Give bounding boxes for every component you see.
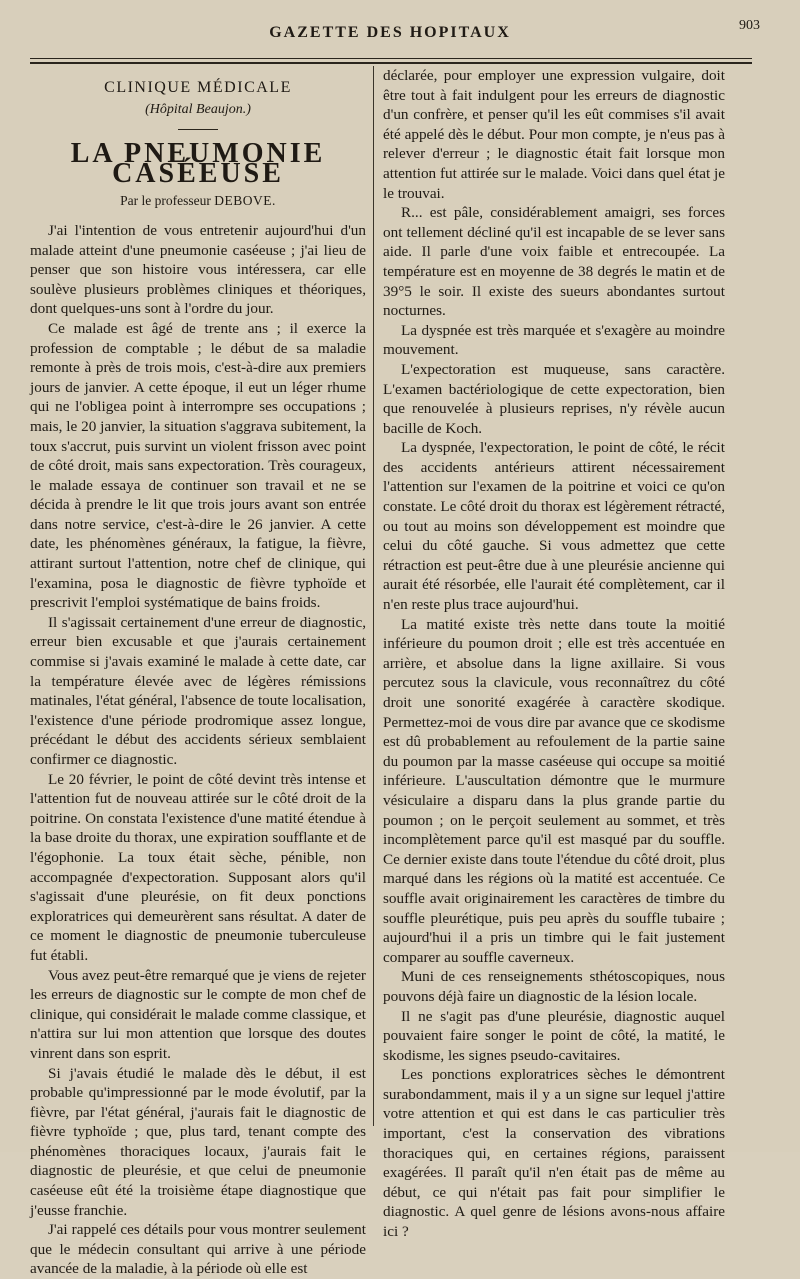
paragraph: Vous avez peut-être remarqué que je viens de rejeter les erreurs de diagnostic sur le compte de mon chef de clinique, qui considérait le malade comme classique, et n'attira sur lui mon attention que lorsque des doutes vinrent dans son esprit.: [30, 966, 366, 1062]
paragraph: La dyspnée est très marquée et s'exagère au moindre mouvement.: [383, 321, 725, 359]
paragraph: L'expectoration est muqueuse, sans caractère. L'examen bactériologique de cette expectoration, bien que renouvelée à plusieurs reprises, n'y révèle aucun bacille de Koch.: [383, 360, 725, 437]
paragraph: déclarée, pour employer une expression vulgaire, doit être tout à fait indulgent pour les erreurs de diagnostic d'un confrère, et penser qu'il les eût commises s'il avait été appelé dès le début. Pour mon compte, je n'eus pas à relever d'erreur ; le diagnostic était fait lorsque mon attention fut attirée sur le malade. Voici dans quel état je le trouvai.: [383, 67, 725, 202]
paragraph: Si j'avais étudié le malade dès le début, il est probable qu'impressionné par le mode évolutif, par la fièvre, par l'état général, j'aurais fait le diagnostic de fièvre typhoïde ; que, plus tard, tenant compte des phénomènes thoraciques locaux, j'aurais fait le diagnostic de pleurésie, et que celui de pneumonie caséeuse eût été la troisième étape diagnostique que j'eusse franchie.: [30, 1064, 366, 1219]
running-title: GAZETTE DES HOPITAUX: [269, 24, 511, 41]
author-name: DEBOVE.: [214, 193, 276, 209]
paragraph: Le 20 février, le point de côté devint très intense et l'attention fut de nouveau attirée sur le côté droit de la poitrine. On constata l'existence d'une matité étendue à la base droite du thorax, une expiration soufflante et de l'égophonie. La toux était sèche, pénible, non accompagnée d'expectoration. Supposant alors qu'il s'agissait d'une pleurésie, on fit deux ponctions exploratrices qui demeurèrent sans résultat. A dater de ce moment le diagnostic de pneumonie tuberculeuse fut établi.: [30, 770, 366, 964]
paragraph: R... est pâle, considérablement amaigri, ses forces ont tellement décliné qu'il est incapable de se lever sans aide. Il parle d'une voix faible et entrecoupée. La température est en moyenne de 38 degrés le matin et de 39°5 le soir. Il existe des sueurs abondantes surtout nocturnes.: [383, 204, 725, 320]
header-rule-thin: [30, 58, 752, 59]
author-line: [30, 191, 366, 211]
page-number: 903: [739, 18, 760, 33]
column-divider: [373, 66, 374, 1126]
paragraph: Muni de ces renseignements sthétoscopiques, nous pouvons déjà faire un diagnostic de la lésion locale.: [383, 968, 725, 1005]
paragraph: La dyspnée, l'expectoration, le point de côté, le récit des accidents antérieurs attirent nécessairement l'attention sur l'examen de la poitrine et voici ce qu'on constate. Le côté droit du thorax est légèrement rétracté, ou tout au moins son développement est moindre que celui du côté gauche. Si vous admettez que cette rétraction est peut-être due à une pleurésie ancienne qui aurait été résorbée, elle l'aurait été complètement, car il n'en reste plus trace aujourd'hui.: [383, 439, 725, 614]
article-title: LA PNEUMONIE CASÉEUSE: [70, 138, 326, 189]
paragraph: Ce malade est âgé de trente ans ; il exerce la profession de comptable ; le début de sa maladie remonte à près de trois mois, c'est-à-dire aux premiers jours de janvier. A cette époque, il eut un léger rhume qui ne l'obligea point à interrompre ses occupations ; mais, le 20 janvier, la situation s'aggrava subitement, la toux s'accrut, puis survint un violent frisson avec point de côté droit, mais sans expectoration. Très courageux, le malade essaya de continuer son travail et ne se décida à prendre le lit que trois jours avant son entrée dans notre service, c'est-à-dire le 26 janvier. A cette date, les phénomènes généraux, la fatigue, la fièvre, attirant surtout l'attention, notre chef de clinique, qui l'examina, posa le diagnostic de fièvre typhoïde et prescrivit l'emploi systématique de bains froids.: [30, 319, 366, 612]
paragraph: La matité existe très nette dans toute la moitié inférieure du poumon droit ; elle est très accentuée en arrière, et absolue dans la ligne axillaire. Si vous percutez sous la clavicule, vous reconnaîtrez du côté droit une sonorité exagérée à caractère skodique. Permettez-moi de vous dire par avance que ce skodisme est dû probablement au refoulement de la partie saine du poumon par la masse caséeuse qui occupe sa moitié inférieure. L'auscultation démontre que le murmure vésiculaire a disparu dans la plus grande partie du poumon ; on le perçoit seulement au sommet, et très incomplètement parce qu'il est masqué par du souffle. Ce dernier existe dans toute l'étendue du côté droit, plus marqué dans les régions où la matité est accentuée. Ce souffle avait originairement les caractères de timbre du souffle pleurétique, puis peu après du souffle tubaire ; aujourd'hui il a pris un timbre qui le fait justement comparer au souffle caverneux.: [383, 615, 725, 966]
section-divider: [178, 129, 218, 130]
left-column: [30, 66, 366, 1278]
header-rule-thick: [30, 62, 752, 64]
paragraph: Il ne s'agit pas d'une pleurésie, diagnostic auquel pouvaient faire songer le point de côté, la matité, le skodisme, les signes pseudo-cavitaires.: [383, 1007, 725, 1064]
paragraph: J'ai l'intention de vous entretenir aujourd'hui d'un malade atteint d'une pneumonie caséeuse ; j'ai lieu de penser que son histoire vous intéressera, car elle soulève plusieurs problèmes cliniques et théoriques, dont quelques-uns sont à l'ordre du jour.: [30, 221, 366, 318]
section-title: CLINIQUE MÉDICALE: [104, 79, 292, 96]
right-column: [383, 66, 725, 1241]
paragraph: J'ai rappelé ces détails pour vous montrer seulement que le médecin consultant qui arrive à une période avancée de la maladie, à la période où elle est: [30, 1221, 366, 1278]
page-header: [20, 18, 760, 48]
paragraph: Il s'agissait certainement d'une erreur de diagnostic, erreur bien excusable et que j'aurais certainement commise si j'avais examiné le malade à cette date, car la température élevée avec de légères rémissions matinales, l'état général, l'absence de toute localisation, l'existence d'une période prodromique assez longue, précédant le début des accidents sérieux semblaient confirmer ce diagnostic.: [30, 613, 366, 768]
section-subtitle: (Hôpital Beaujon.): [145, 101, 251, 117]
paragraph: Les ponctions exploratrices sèches le démontrent surabondamment, mais il y a un signe sur lequel j'attire votre attention et qui est dans le cas particulier très important, c'est la conservation des vibrations thoraciques qui, en certaines régions, paraissent exagérées. Il paraît qu'il n'en était pas de même au début, ce qui n'était pas fait pour simplifier le diagnostic. A quel genre de lésions avons-nous affaire ici ?: [383, 1066, 725, 1241]
author-prefix: Par le professeur: [120, 193, 211, 209]
